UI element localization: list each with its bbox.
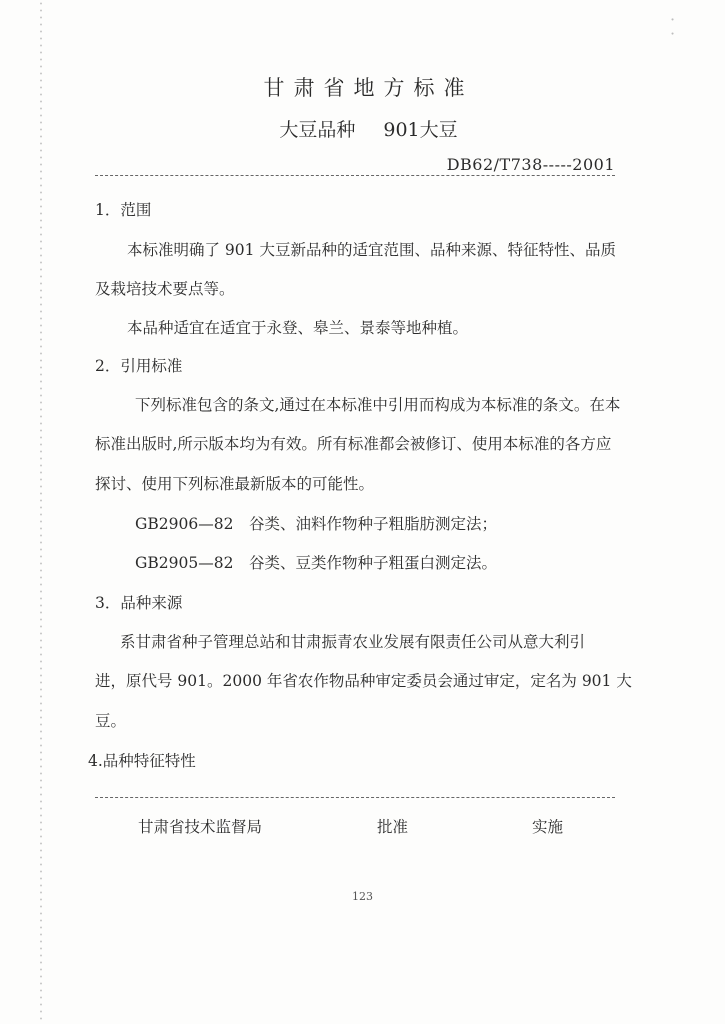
section-1-paragraph-line: 本标准明确了 901 大豆新品种的适宜范围、品种来源、特征特性、品质 [127,241,616,259]
footer-divider [95,797,615,798]
authority-title: 甘肃省地方标准 [263,76,474,100]
implement-label: 实施 [532,818,564,836]
header-divider [95,175,615,176]
section-4-heading: 4.品种特征特性 [88,752,196,770]
reference-standard-1: GB2906—82 谷类、油料作物种子粗脂肪测定法； [135,515,497,533]
standard-number: DB62/T738-----2001 [446,155,615,174]
approve-label: 批准 [377,818,409,836]
section-3-paragraph-line: 系甘肃省种子管理总站和甘肃振青农业发展有限责任公司从意大利引 [120,633,586,651]
document-title [0,115,725,142]
page-number: 123 [352,890,373,903]
section-3-paragraph-line: 进，原代号 901。2000 年省农作物品种审定委员会通过审定，定名为 901 大 [95,672,632,690]
section-1-heading: 1．范围 [95,201,152,219]
corner-scan-mark: · · [663,16,683,39]
issuing-authority: 甘肃省技术监督局 [138,818,263,836]
section-2-heading: 2．引用标准 [95,357,183,375]
section-2-paragraph-line: 探讨、使用下列标准最新版本的可能性。 [95,475,375,493]
section-2-paragraph-line: 下列标准包含的条文,通过在本标准中引用而构成为本标准的条文。在本 [135,396,621,414]
title-name: 大豆品种 [279,119,356,141]
section-3-heading: 3．品种来源 [95,594,183,612]
section-1-paragraph-line: 及栽培技术要点等。 [95,280,235,298]
section-3-paragraph-line: 豆。 [95,712,127,730]
binding-dots [40,0,42,1024]
title-variety: 901大豆 [383,119,458,141]
section-1-paragraph-2: 本品种适宜在适宜于永登、皋兰、景泰等地种植。 [127,319,469,337]
reference-standard-2: GB2905—82 谷类、豆类作物种子粗蛋白测定法。 [135,554,497,572]
section-2-paragraph-line: 标准出版时,所示版本均为有效。所有标准都会被修订、使用本标准的各方应 [95,435,612,453]
